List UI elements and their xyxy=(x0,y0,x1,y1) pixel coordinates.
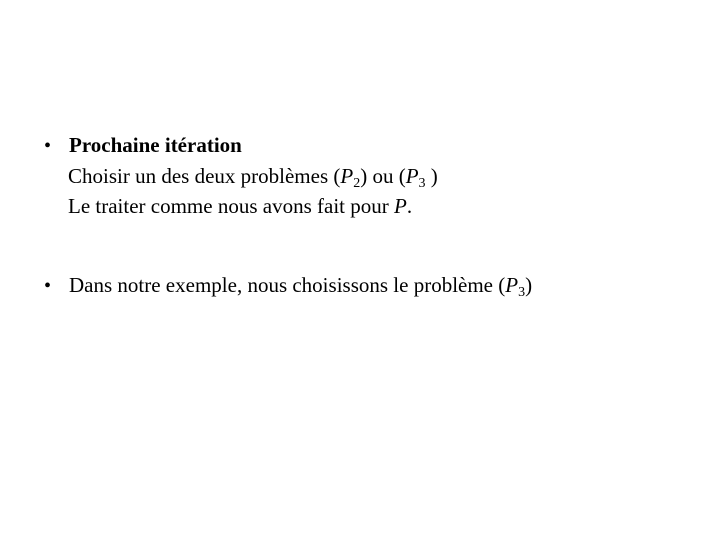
bullet-heading-line xyxy=(44,130,438,161)
bullet-text xyxy=(69,270,532,300)
text-segment: ) xyxy=(525,273,533,297)
bullet-example-line xyxy=(44,270,532,301)
text-segment: . xyxy=(406,194,413,218)
sub-line-choose-problem xyxy=(44,161,438,191)
bullet-next-iteration xyxy=(44,130,438,221)
variable-p: P xyxy=(505,273,519,297)
variable-p: P xyxy=(340,164,354,188)
subscript: 3 xyxy=(418,176,426,191)
text-segment: ) ou ( xyxy=(360,164,406,188)
bullet-example xyxy=(44,270,532,301)
text-segment: Choisir un des deux problèmes ( xyxy=(68,164,341,188)
sub-line-treat-problem xyxy=(44,191,438,221)
bullet-icon: • xyxy=(44,275,52,297)
text-segment: Le traiter comme nous avons fait pour xyxy=(68,194,394,218)
bullet-icon: • xyxy=(44,135,52,157)
subscript: 3 xyxy=(518,285,526,300)
text-segment: ) xyxy=(425,164,438,188)
variable-p: P xyxy=(393,194,407,218)
subscript: 2 xyxy=(353,176,361,191)
variable-p: P xyxy=(405,164,419,188)
text-segment: Dans notre exemple, nous choisissons le problème ( xyxy=(69,273,506,297)
bullet-heading: Prochaine itération xyxy=(69,133,242,157)
